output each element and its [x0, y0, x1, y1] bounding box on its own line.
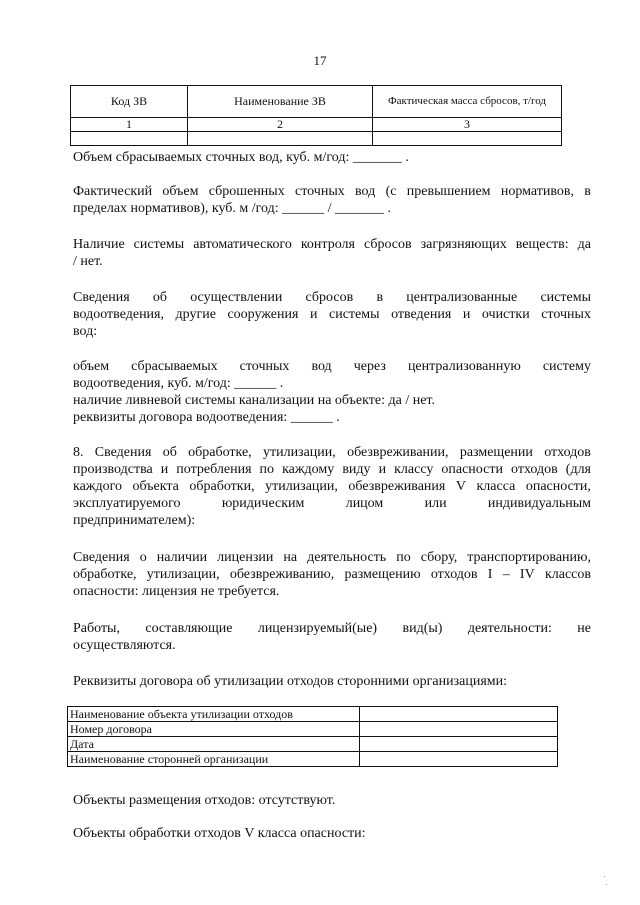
row-label-third-party: Наименование сторонней организации	[68, 752, 360, 767]
col-header-mass: Фактическая масса сбросов, т/год	[373, 86, 562, 118]
word: объем	[73, 359, 110, 374]
word: утилизации,	[262, 445, 336, 460]
word: другие	[175, 307, 216, 322]
table-number-row	[71, 118, 562, 132]
col-number-2: 2	[188, 118, 373, 132]
justified-line	[73, 566, 591, 583]
word: каждому	[282, 462, 335, 477]
word: и	[462, 307, 471, 322]
word: системы	[540, 290, 591, 305]
word: наличии	[156, 550, 208, 565]
auto-control-paragraph: Наличие системы автоматического контроля сбросов загрязняющих веществ: да / нет.	[73, 237, 591, 269]
justified-line	[73, 183, 591, 200]
license-paragraph: Сведения о наличии лицензии на деятельность по сбору, транспортированию, обработке, утилизации, обезвреживанию, размещению отходов I – IV классов опасности: лицензия не требуется.	[73, 550, 591, 599]
word: очистки	[481, 307, 530, 322]
table-cell	[360, 737, 558, 752]
word: сбросов	[363, 237, 412, 252]
centralized-volume-paragraph: объем сбрасываемых сточных вод через централизованную систему водоотведения, куб. м/год: ______ . наличие ливневой системы канализации на объекте: да / нет. реквизиты договора водоотведения: ______ .	[73, 359, 591, 425]
word: сточных	[239, 359, 290, 374]
word: превышением	[406, 184, 491, 199]
table-cell	[360, 707, 558, 722]
word: составляющие	[145, 621, 233, 636]
discharge-table	[70, 85, 562, 146]
table-cell	[188, 132, 373, 146]
word: классу	[394, 462, 434, 477]
col-header-name: Наименование ЗВ	[188, 86, 373, 118]
word: лицом	[345, 496, 384, 511]
word: утилизации,	[265, 479, 338, 494]
word: вод	[311, 359, 332, 374]
justified-line	[73, 444, 591, 461]
word: и	[160, 462, 169, 477]
word: индивидуальным	[487, 496, 591, 511]
word: юридическим	[221, 496, 305, 511]
word: сооружения	[227, 307, 299, 322]
word: виду	[342, 462, 371, 477]
word: сточных	[295, 184, 345, 199]
word: класса	[476, 479, 516, 494]
word: эксплуатируемого	[73, 496, 181, 511]
word: осуществлении	[190, 290, 283, 305]
word: нормативов,	[500, 184, 574, 199]
word: Фактический	[73, 184, 153, 199]
table-row	[68, 722, 558, 737]
justified-line	[73, 461, 591, 478]
justified-line	[73, 549, 591, 566]
col-number-3: 3	[373, 118, 562, 132]
word: утилизации,	[146, 567, 220, 582]
table-cell	[360, 752, 558, 767]
word: объекта	[132, 479, 179, 494]
word: –	[502, 567, 510, 582]
word: и	[309, 307, 318, 322]
word: лицензируемый(ые)	[257, 621, 378, 636]
wastewater-volume-paragraph: Объем сбрасываемых сточных вод, куб. м/год: _______ .	[73, 150, 409, 165]
word: обработке,	[73, 567, 137, 582]
word: по	[396, 550, 411, 565]
justified-line	[73, 620, 591, 637]
scan-speck	[604, 876, 605, 877]
word: сточных	[541, 307, 591, 322]
word: в	[376, 290, 384, 305]
word: обезвреживании,	[347, 445, 449, 460]
table-cell	[373, 132, 562, 146]
word: каждого	[73, 479, 122, 494]
licensed-works-paragraph: Работы, составляющие лицензируемый(ые) вид(ы) деятельности: не осуществляются.	[73, 621, 591, 653]
contract-table	[67, 706, 558, 767]
word: потребления	[176, 462, 252, 477]
word: о	[139, 550, 147, 565]
word: об	[162, 445, 177, 460]
section-8-paragraph: 8. Сведения об обработке, утилизации, обезвреживании, размещении отходов производства и потребления по каждому виду и классу опасности отходов (для каждого объекта обработки, утилизации, обезвреживания V класса опасности, эксплуатируемого юридическим лицом или индивидуальным предпринимателем):	[73, 445, 591, 528]
word: транспортированию,	[467, 550, 591, 565]
centralized-discharge-paragraph: Сведения об осуществлении сбросов в централизованные системы водоотведения, другие сооружения и системы отведения и очистки сточных вод:	[73, 290, 591, 339]
justified-line	[73, 236, 591, 253]
word: обработке,	[188, 445, 252, 460]
word: и	[378, 462, 387, 477]
word: сброшенных	[208, 184, 285, 199]
word: не	[577, 621, 591, 636]
disposal-objects-paragraph: Объекты размещения отходов: отсутствуют.	[73, 793, 336, 808]
word: обезвреживания	[348, 479, 446, 494]
word: лицензии	[217, 550, 274, 565]
word: Наличие	[73, 237, 125, 252]
word: систему	[542, 359, 591, 374]
row-label-date: Дата	[68, 737, 360, 752]
justified-line	[73, 289, 591, 306]
table-row	[71, 132, 562, 146]
word: по	[259, 462, 275, 477]
word: Сведения	[73, 290, 130, 305]
word: в	[584, 184, 591, 199]
word: IV	[519, 567, 535, 582]
word: классов	[544, 567, 591, 582]
actual-wastewater-volume-paragraph: Фактический объем сброшенных сточных вод (с превышением нормативов, в пределах нормативов), куб. м /год: ______ / _______ .	[73, 184, 591, 216]
word: сбрасываемых	[131, 359, 218, 374]
word: деятельность	[307, 550, 387, 565]
word: размещении	[459, 445, 533, 460]
word: (с	[385, 184, 397, 199]
page-number: 17	[313, 53, 327, 68]
word: загрязняющих	[420, 237, 507, 252]
word: отведения	[391, 307, 452, 322]
word: водоотведения,	[73, 307, 164, 322]
word: об	[152, 290, 167, 305]
justified-line	[73, 306, 591, 323]
word: опасности,	[525, 479, 591, 494]
word: централизованные	[406, 290, 518, 305]
word: через	[353, 359, 386, 374]
col-header-code: Код ЗВ	[71, 86, 188, 118]
word: опасности	[441, 462, 503, 477]
word: I	[487, 567, 493, 582]
word: на	[283, 550, 298, 565]
word: системы	[329, 307, 380, 322]
word: системы	[133, 237, 185, 252]
word: отходов	[430, 567, 478, 582]
justified-line	[73, 478, 591, 495]
word: вод	[355, 184, 376, 199]
scan-speck	[606, 884, 607, 885]
word: обработки,	[189, 479, 255, 494]
word: да	[577, 237, 591, 252]
table-cell	[360, 722, 558, 737]
justified-line	[73, 495, 591, 512]
word: Сведения	[73, 550, 130, 565]
word: Работы,	[73, 621, 120, 636]
justified-line	[73, 358, 591, 375]
word: отходов	[511, 462, 558, 477]
table-row	[68, 737, 558, 752]
word: 8.	[73, 445, 84, 460]
word: размещению	[344, 567, 421, 582]
word: производства	[73, 462, 153, 477]
word: Сведения	[94, 445, 152, 460]
word: V	[455, 479, 466, 494]
table-row	[68, 707, 558, 722]
word: веществ:	[515, 237, 569, 252]
word: автоматического	[193, 237, 292, 252]
table-header-row	[71, 86, 562, 118]
word: сбору,	[420, 550, 458, 565]
row-label-contract-number: Номер договора	[68, 722, 360, 737]
table-row	[68, 752, 558, 767]
word: деятельности:	[467, 621, 552, 636]
word: контроля	[300, 237, 355, 252]
word: централизованную	[407, 359, 521, 374]
word: или	[424, 496, 447, 511]
word: отходов	[544, 445, 591, 460]
processing-objects-paragraph: Объекты обработки отходов V класса опасности:	[73, 826, 366, 841]
word: обезвреживанию,	[229, 567, 335, 582]
row-label-utilization-object: Наименование объекта утилизации отходов	[68, 707, 360, 722]
contract-details-paragraph: Реквизиты договора об утилизации отходов сторонними организациями:	[73, 674, 507, 689]
table-cell	[71, 132, 188, 146]
word: вид(ы)	[402, 621, 443, 636]
col-number-1: 1	[71, 118, 188, 132]
word: сбросов	[305, 290, 354, 305]
word: объем	[162, 184, 199, 199]
word: (для	[565, 462, 591, 477]
